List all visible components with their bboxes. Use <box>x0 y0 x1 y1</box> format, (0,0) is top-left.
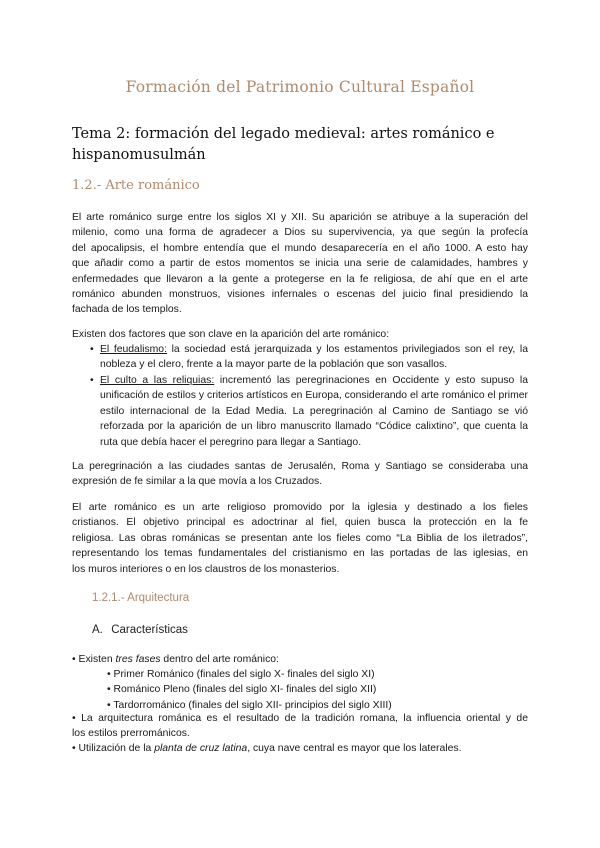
paragraph-line: los estilos prerrománicos. <box>72 728 190 740</box>
factor-label: El culto a las reliquias: <box>100 375 215 386</box>
subheading-a <box>92 624 188 636</box>
document-title: Formación del Patrimonio Cultural Español <box>125 78 475 96</box>
phases-intro <box>72 652 528 667</box>
paragraph-line: • La arquitectura románica es el resultado de la tradición romana, la influencia oriental y de <box>72 713 528 724</box>
paragraph-line: que añadir como a partir de estos momentos se inicia una serie de calamidades, hambres y <box>72 258 528 270</box>
factor-text: incrementó las peregrinaciones en Occidente y esto supuso la unificación de estilos y criterios artísticos en Europa, considerando el arte románico el primer estilo internacional de la Edad Media. La peregrinación al Camino de Santiago se vió reforzada por la aparición de un libro manuscrito llamado “Códice calixtino”, que cuenta la ruta que debía hacer el peregrino para llegar a Santiago. <box>100 375 529 448</box>
phase-item: • Tardorrománico (finales del siglo XII- principios del siglo XIII) <box>107 699 392 711</box>
factors-intro: Existen dos factores que son clave en la aparición del arte románico: <box>72 329 390 340</box>
plan-line-italic: planta de cruz latina <box>154 743 248 754</box>
factor-item-relics <box>90 373 528 451</box>
phases-list <box>107 667 527 713</box>
bullet-icon: • <box>90 375 94 386</box>
plan-line-text: • Utilización de la <box>72 743 155 754</box>
architecture-paragraph <box>72 711 528 742</box>
paragraph-line: representando los temas fundamentales del cristianismo en las portadas de las iglesias, en <box>72 548 528 560</box>
topic-heading: Tema 2: formación del legado medieval: artes románico e hispanomusulmán <box>72 126 495 163</box>
phases-intro-italic: tres fases <box>115 654 161 665</box>
paragraph-line: fachada de los templos. <box>72 304 182 316</box>
paragraph-line: El arte románico es un arte religioso promovido por la iglesia y destinado a los fieles <box>72 502 528 513</box>
paragraph-line: del apocalipsis, el hombre entendía que el mundo desaparecería en el año 1000. A esto hay <box>72 242 528 254</box>
paragraph-line: El arte románico surge entre los siglos XI y XII. Su aparición se atribuye a la superación del <box>72 212 528 223</box>
subsection-heading: 1.2.1.- Arquitectura <box>92 592 190 604</box>
factor-text: la sociedad está jerarquizada y los estamentos privilegiados son el rey, la nobleza y el clero, frente a la mayor parte de la población que son vasallos. <box>100 344 528 371</box>
paragraph-line: religiosa. Las obras románicas se presentan ante los fieles como “La Biblia de los iletrados”, <box>72 532 528 544</box>
bullet-icon: • <box>90 344 94 355</box>
paragraph-line: románico abunden monstruos, visiones infernales o escenas del juicio final presidiendo la <box>72 289 528 301</box>
phase-item: • Primer Románico (finales del siglo X- finales del siglo XI) <box>107 669 375 680</box>
factor-label: El feudalismo: <box>100 344 167 355</box>
plan-line <box>72 741 528 756</box>
subheading-letter: A. <box>92 624 103 636</box>
paragraph-line: los muros interiores o en los claustros de los monasterios. <box>72 563 340 575</box>
plan-line-text-end: , cuya nave central es mayor que los laterales. <box>247 743 462 754</box>
phases-intro-text: • Existen <box>72 654 116 665</box>
phases-intro-text-end: dentro del arte románico: <box>160 654 279 665</box>
pilgrimage-paragraph <box>72 459 528 490</box>
phase-item: • Románico Pleno (finales del siglo XI- finales del siglo XII) <box>107 684 377 696</box>
religious-paragraph <box>72 500 528 577</box>
paragraph-line: cristianos. El objetivo principal es adoctrinar al fiel, quien busca la protección en la fe <box>72 517 528 529</box>
paragraph-line: enfermedades que llevaron a la gente a protegerse en la fe religiosa, de ahí que en el arte <box>72 273 528 285</box>
paragraph-line: expresión de fe similar a la que movía a los Cruzados. <box>72 476 323 488</box>
subheading-label: Características <box>111 624 188 636</box>
paragraph-line: milenio, como una forma de agradecer a Dios su supervivencia, ya que según la profecía <box>72 227 528 239</box>
section-heading: 1.2.- Arte románico <box>72 178 200 193</box>
intro-paragraph <box>72 210 528 318</box>
paragraph-line: La peregrinación a las ciudades santas de Jerusalén, Roma y Santiago se consideraba una <box>72 461 528 472</box>
